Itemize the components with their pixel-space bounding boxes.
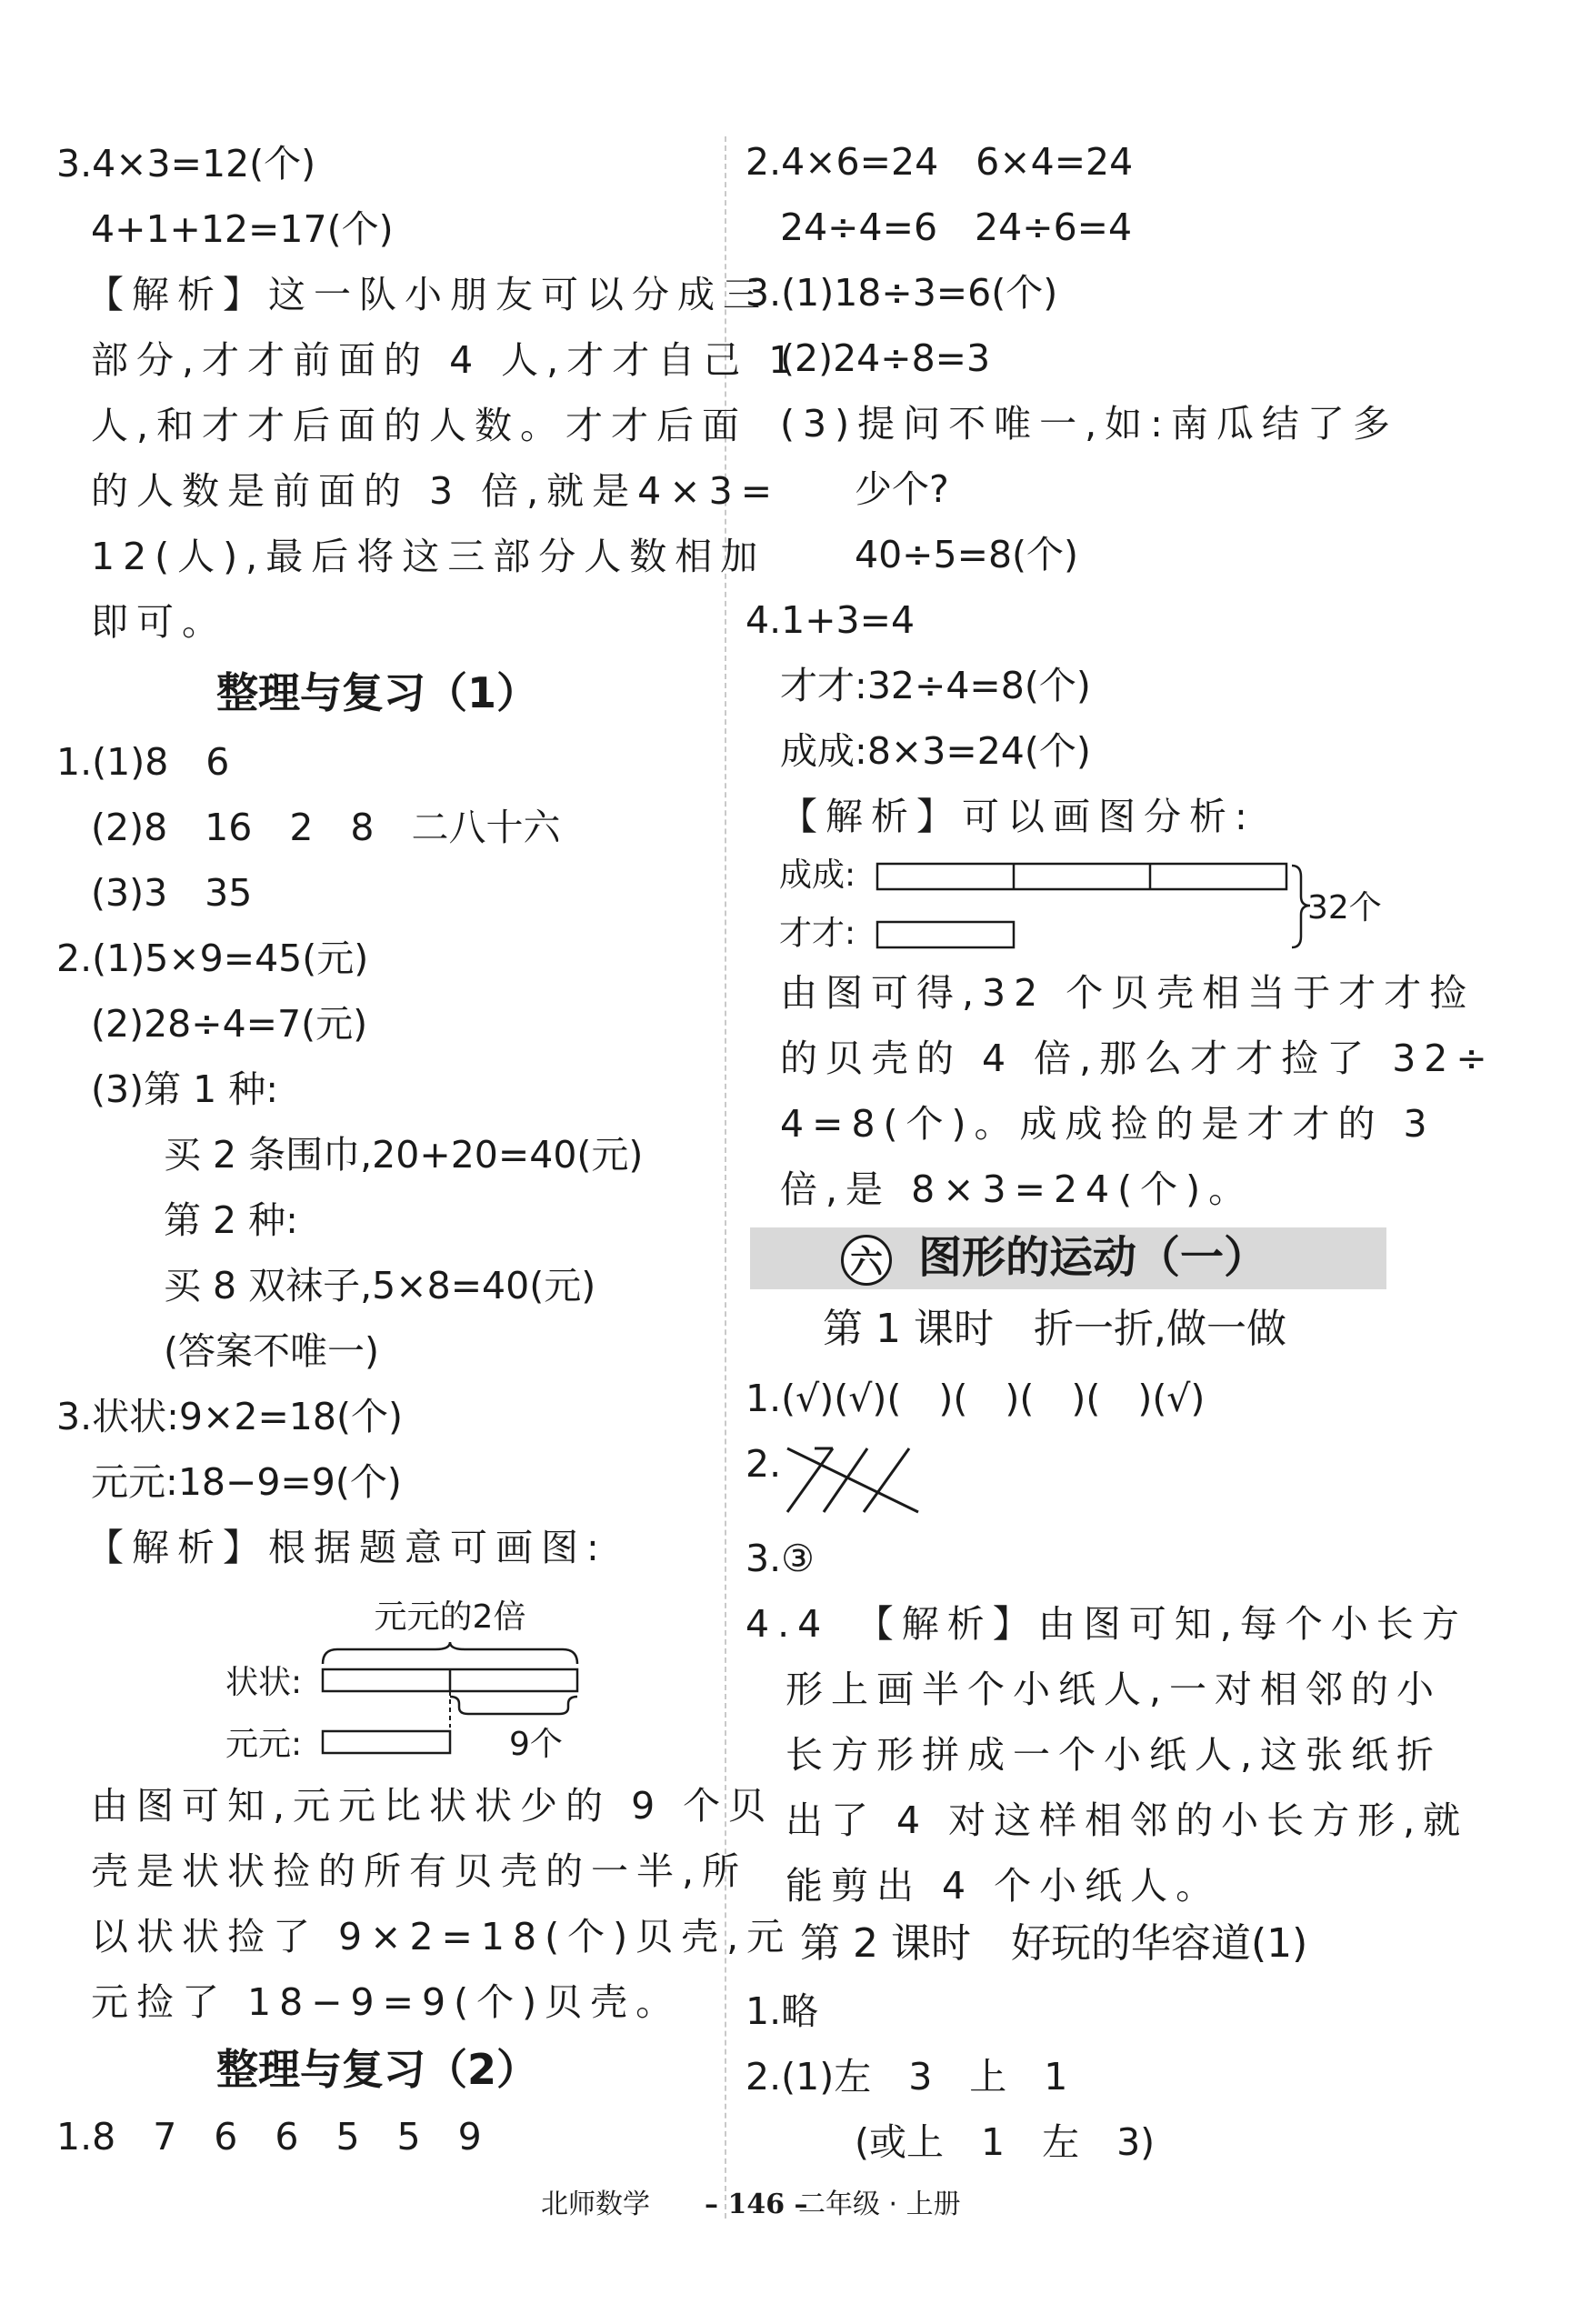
answer-line: 40÷5=8(个) bbox=[855, 533, 1079, 576]
top-brace bbox=[323, 1642, 577, 1664]
page-footer bbox=[0, 2182, 1581, 2228]
answer-line: 1.(√)(√)( )( )( )( )(√) bbox=[745, 1377, 1206, 1420]
analysis-line: 【解析】这一队小朋友可以分成三 bbox=[86, 273, 768, 316]
analysis-line: 人,和才才后面的人数。才才后面 bbox=[91, 404, 748, 447]
section-heading: 整理与复习（1） bbox=[216, 668, 539, 717]
segment-bar bbox=[323, 1731, 450, 1753]
answer-line: (2)8 16 2 8 二八十六 bbox=[91, 806, 561, 849]
footer-subject: 北师数学 bbox=[541, 2189, 650, 2220]
analysis-line: 由图可知,元元比状状少的 9 个贝 bbox=[91, 1784, 775, 1828]
brace-label: 9个 bbox=[509, 1726, 563, 1763]
analysis-line: 元捡了 18−9=9(个)贝壳。 bbox=[91, 1980, 682, 2024]
segment-diagram-2 bbox=[777, 846, 1396, 964]
answer-line: 3.4×3=12(个) bbox=[56, 142, 316, 185]
answer-line: 4.4 【解析】由图可知,每个小长方 bbox=[745, 1602, 1467, 1646]
diagram-row-label: 元元: bbox=[225, 1726, 303, 1763]
analysis-line: 倍,是 8×3=24(个)。 bbox=[780, 1167, 1255, 1211]
segment-diagram-1 bbox=[209, 1591, 591, 1773]
answer-line: 元元:18−9=9(个) bbox=[91, 1460, 402, 1504]
answer-line: 24÷4=6 24÷6=4 bbox=[780, 205, 1133, 249]
analysis-line: 长方形拼成一个小纸人,这张纸折 bbox=[785, 1733, 1443, 1777]
answer-line: 第 2 种: bbox=[164, 1198, 298, 1242]
analysis-line: 部分,才才前面的 4 人,才才自己 1 bbox=[91, 338, 801, 382]
diagram-row-label: 成成: bbox=[779, 856, 856, 894]
analysis-line: 壳是状状捡的所有贝壳的一半,所 bbox=[91, 1849, 748, 1893]
analysis-line: 【解析】可以画图分析: bbox=[780, 795, 1256, 838]
answer-line: 1.略 bbox=[745, 1989, 819, 2033]
answer-line: (3)提问不唯一,如:南瓜结了多 bbox=[780, 402, 1398, 446]
analysis-line: 12(人),最后将这三部分人数相加 bbox=[91, 535, 766, 578]
diagram-top-label: 元元的2倍 bbox=[374, 1598, 526, 1636]
section-heading: 整理与复习（2） bbox=[216, 2045, 539, 2094]
analysis-line: 由图可得,32 个贝壳相当于才才捡 bbox=[780, 971, 1476, 1015]
answer-line: 4.1+3=4 bbox=[745, 598, 916, 642]
chapter-number-badge: 六 bbox=[841, 1235, 892, 1286]
analysis-line: 出了 4 对这样相邻的小长方形,就 bbox=[785, 1798, 1469, 1842]
answer-line: 3.状状:9×2=18(个) bbox=[56, 1395, 403, 1438]
answer-line: (2)28÷4=7(元) bbox=[91, 1002, 368, 1046]
diagram-row-label: 才才: bbox=[779, 915, 856, 952]
analysis-line: 形上画半个小纸人,一对相邻的小 bbox=[785, 1668, 1443, 1711]
diagram-row-label: 状状: bbox=[225, 1664, 303, 1701]
answer-line: 买 2 条围巾,20+20=40(元) bbox=[164, 1133, 644, 1177]
analysis-line: 4=8(个)。成成捡的是才才的 3 bbox=[780, 1102, 1436, 1146]
lesson-title: 第 1 课时 折一折,做一做 bbox=[823, 1306, 1286, 1352]
answer-line: 3.(1)18÷3=6(个) bbox=[745, 271, 1058, 315]
segment-bar bbox=[877, 922, 1014, 947]
answer-line: 2.(1)5×9=45(元) bbox=[56, 937, 369, 980]
connection-lines-figure bbox=[780, 1441, 926, 1519]
bottom-brace bbox=[450, 1697, 577, 1714]
answer-line: 成成:8×3=24(个) bbox=[780, 729, 1091, 773]
answer-line: 1.(1)8 6 bbox=[56, 740, 230, 784]
analysis-line: 的贝壳的 4 倍,那么才才捡了 32÷ bbox=[780, 1037, 1496, 1080]
answer-line: (2)24÷8=3 bbox=[780, 336, 991, 380]
answer-line: 少个? bbox=[855, 467, 949, 511]
analysis-line: 的人数是前面的 3 倍,就是4×3= bbox=[91, 469, 781, 513]
answer-line: 1.8 7 6 6 5 5 9 bbox=[56, 2115, 482, 2159]
analysis-line: 【解析】根据题意可画图: bbox=[86, 1526, 607, 1569]
answer-line: 3.③ bbox=[745, 1537, 815, 1580]
answer-line: 2.(1)左 3 上 1 bbox=[745, 2055, 1068, 2099]
answer-line: 2. bbox=[745, 1442, 782, 1486]
analysis-line: 即可。 bbox=[91, 600, 227, 644]
answer-line: (答案不唯一) bbox=[164, 1329, 379, 1373]
footer-grade: 二年级 · 上册 bbox=[798, 2189, 961, 2220]
analysis-line: 以状状捡了 9×2=18(个)贝壳,元 bbox=[91, 1915, 793, 1958]
answer-line: 4+1+12=17(个) bbox=[91, 207, 394, 251]
answer-line: 买 8 双袜子,5×8=40(元) bbox=[164, 1264, 596, 1307]
lesson-title: 第 2 课时 好玩的华容道(1) bbox=[800, 1920, 1308, 1967]
page-number: – 146 – bbox=[705, 2189, 808, 2220]
answer-line: 才才:32÷4=8(个) bbox=[780, 664, 1091, 707]
answer-line: (或上 1 左 3) bbox=[855, 2120, 1156, 2164]
answer-line: 2.4×6=24 6×4=24 bbox=[745, 140, 1134, 184]
brace-label: 32个 bbox=[1307, 889, 1382, 927]
answer-line: (3)3 35 bbox=[91, 871, 253, 915]
analysis-line: 能剪出 4 个小纸人。 bbox=[785, 1864, 1222, 1908]
answer-line: (3)第 1 种: bbox=[91, 1067, 279, 1111]
chapter-title: 图形的运动（一） bbox=[918, 1232, 1268, 1283]
segment-bar bbox=[877, 864, 1286, 889]
